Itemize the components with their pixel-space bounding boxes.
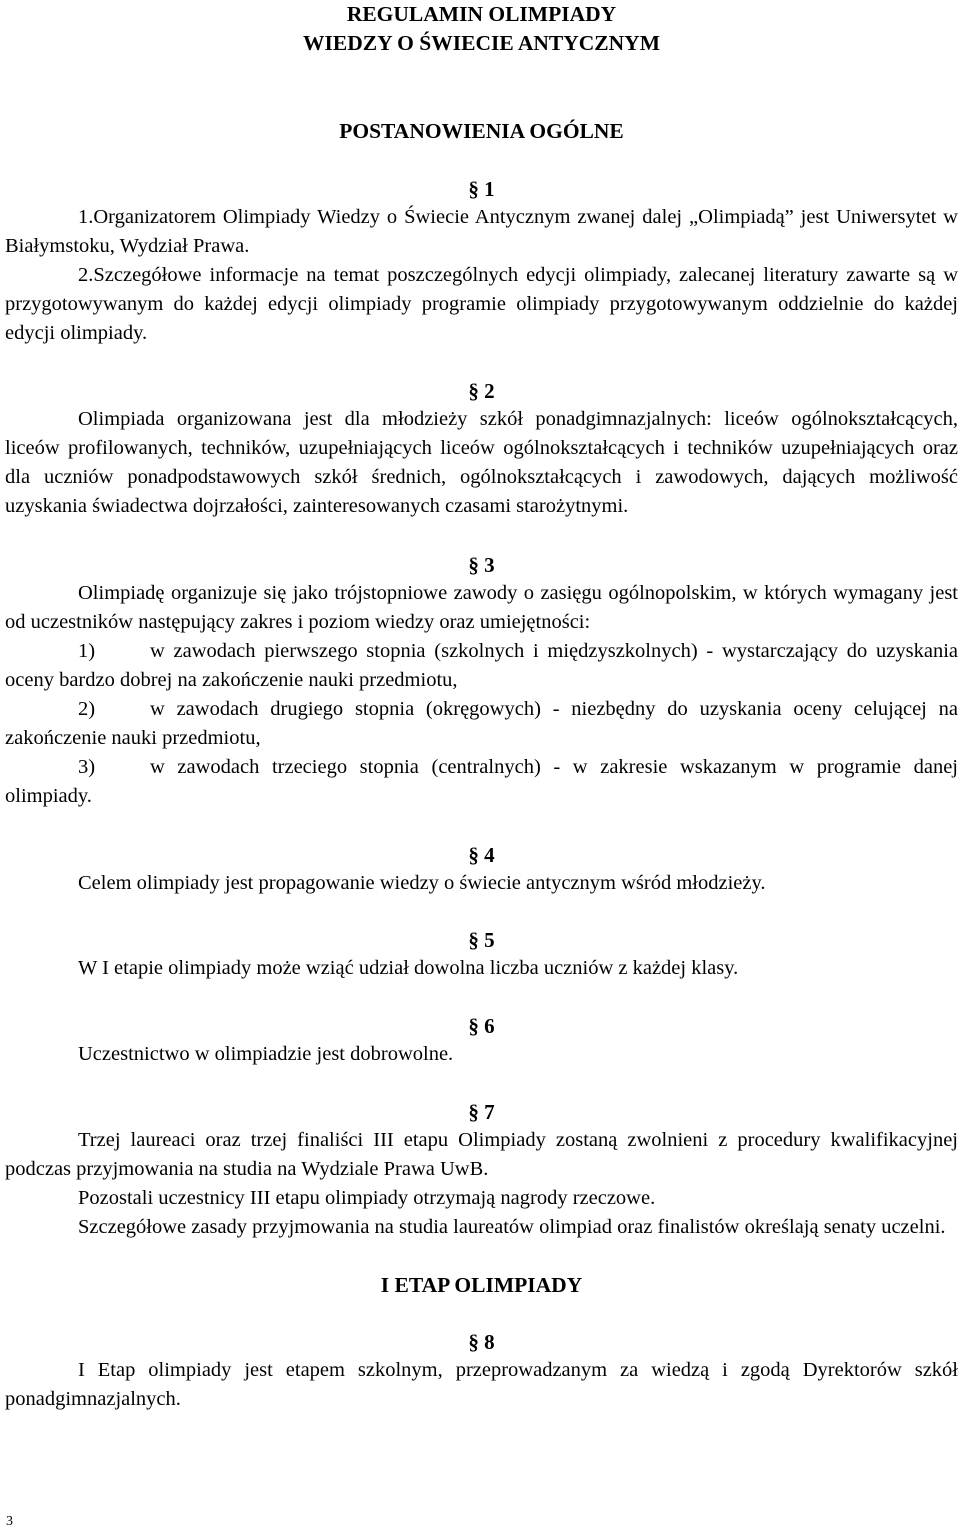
- section-3-list-item: [5, 695, 958, 753]
- section-4-paragraph-1: Celem olimpiady jest propagowanie wiedzy o świecie antycznym wśród młodzieży.: [78, 872, 766, 894]
- section-1-paragraph-1: 1.Organizatorem Olimpiady Wiedzy o Świecie Antycznym zwanej dalej „Olimpiadą” jest Uniwersytet w Białymstoku, Wydział Prawa.: [5, 206, 958, 257]
- section-2-label: § 2: [468, 379, 495, 403]
- section-7-paragraph-3: Szczegółowe zasady przyjmowania na studia laureatów olimpiad oraz finalistów określają senaty uczelni.: [78, 1216, 946, 1238]
- section-3-list-item: [5, 637, 958, 695]
- section-7-label: § 7: [468, 1100, 495, 1124]
- section-5-label: § 5: [468, 928, 495, 952]
- section-8-paragraph-1: I Etap olimpiady jest etapem szkolnym, przeprowadzanym za wiedzą i zgodą Dyrektorów szkół ponadgimnazjalnych.: [5, 1359, 958, 1410]
- heading-stage-1: I ETAP OLIMPIADY: [380, 1273, 583, 1297]
- section-5-paragraph-1: W I etapie olimpiady może wziąć udział dowolna liczba uczniów z każdej klasy.: [78, 957, 739, 979]
- heading-general-provisions: POSTANOWIENIA OGÓLNE: [339, 119, 624, 143]
- section-8-label: § 8: [468, 1330, 495, 1354]
- list-item-text: w zawodach pierwszego stopnia (szkolnych i międzyszkolnych) - wystarczający do uzyskania oceny bardzo dobrej na zakończenie nauki przedmiotu,: [5, 640, 958, 691]
- list-item-number: 2): [78, 698, 96, 720]
- list-item-text: w zawodach trzeciego stopnia (centralnych) - w zakresie wskazanym w programie danej olimpiady.: [5, 756, 958, 807]
- list-item-number: 3): [78, 756, 96, 778]
- list-item-text: w zawodach drugiego stopnia (okręgowych) - niezbędny do uzyskania oceny celującej na zakończenie nauki przedmiotu,: [5, 698, 958, 749]
- section-2-paragraph-1: Olimpiada organizowana jest dla młodzieży szkół ponadgimnazjalnych: liceów ogólnokształcących, liceów profilowanych, techników, uzupełniających liceów ogólnokształcących i techników uzupełniających oraz dla uczniów ponadpodstawowych szkół średnich, ogólnokształcących i zawodowych, dających możliwość uzyskania świadectwa dojrzałości, zainteresowanych czasami starożytnymi.: [5, 408, 958, 517]
- section-7-paragraph-1: Trzej laureaci oraz trzej finaliści III etapu Olimpiady zostaną zwolnieni z procedury kwalifikacyjnej podczas przyjmowania na studia na Wydziale Prawa UwB.: [5, 1129, 958, 1180]
- section-4-label: § 4: [468, 843, 495, 867]
- section-1-paragraph-2: 2.Szczegółowe informacje na temat poszczególnych edycji olimpiady, zalecanej literatury zawarte są w przygotowywanym do każdej edycji olimpiady programie olimpiady przygotowywanym oddzielnie do każdej edycji olimpiady.: [5, 264, 958, 344]
- document-title-line-1: REGULAMIN OLIMPIADY: [346, 2, 617, 26]
- section-3-label: § 3: [468, 553, 495, 577]
- section-3-paragraph-1: Olimpiadę organizuje się jako trójstopniowe zawody o zasięgu ogólnopolskim, w których wymagany jest od uczestników następujący zakres i poziom wiedzy oraz umiejętności:: [5, 582, 958, 633]
- section-6-paragraph-1: Uczestnictwo w olimpiadzie jest dobrowolne.: [78, 1043, 454, 1065]
- document-title-line-2: WIEDZY O ŚWIECIE ANTYCZNYM: [303, 31, 660, 55]
- document-page: [5, 0, 958, 1414]
- list-item-number: 1): [78, 640, 96, 662]
- page-number: 3: [6, 1514, 13, 1529]
- section-3-list-item: [5, 753, 958, 811]
- section-6-label: § 6: [468, 1014, 495, 1038]
- section-1-label: § 1: [468, 177, 495, 201]
- section-7-paragraph-2: Pozostali uczestnicy III etapu olimpiady otrzymają nagrody rzeczowe.: [78, 1187, 656, 1209]
